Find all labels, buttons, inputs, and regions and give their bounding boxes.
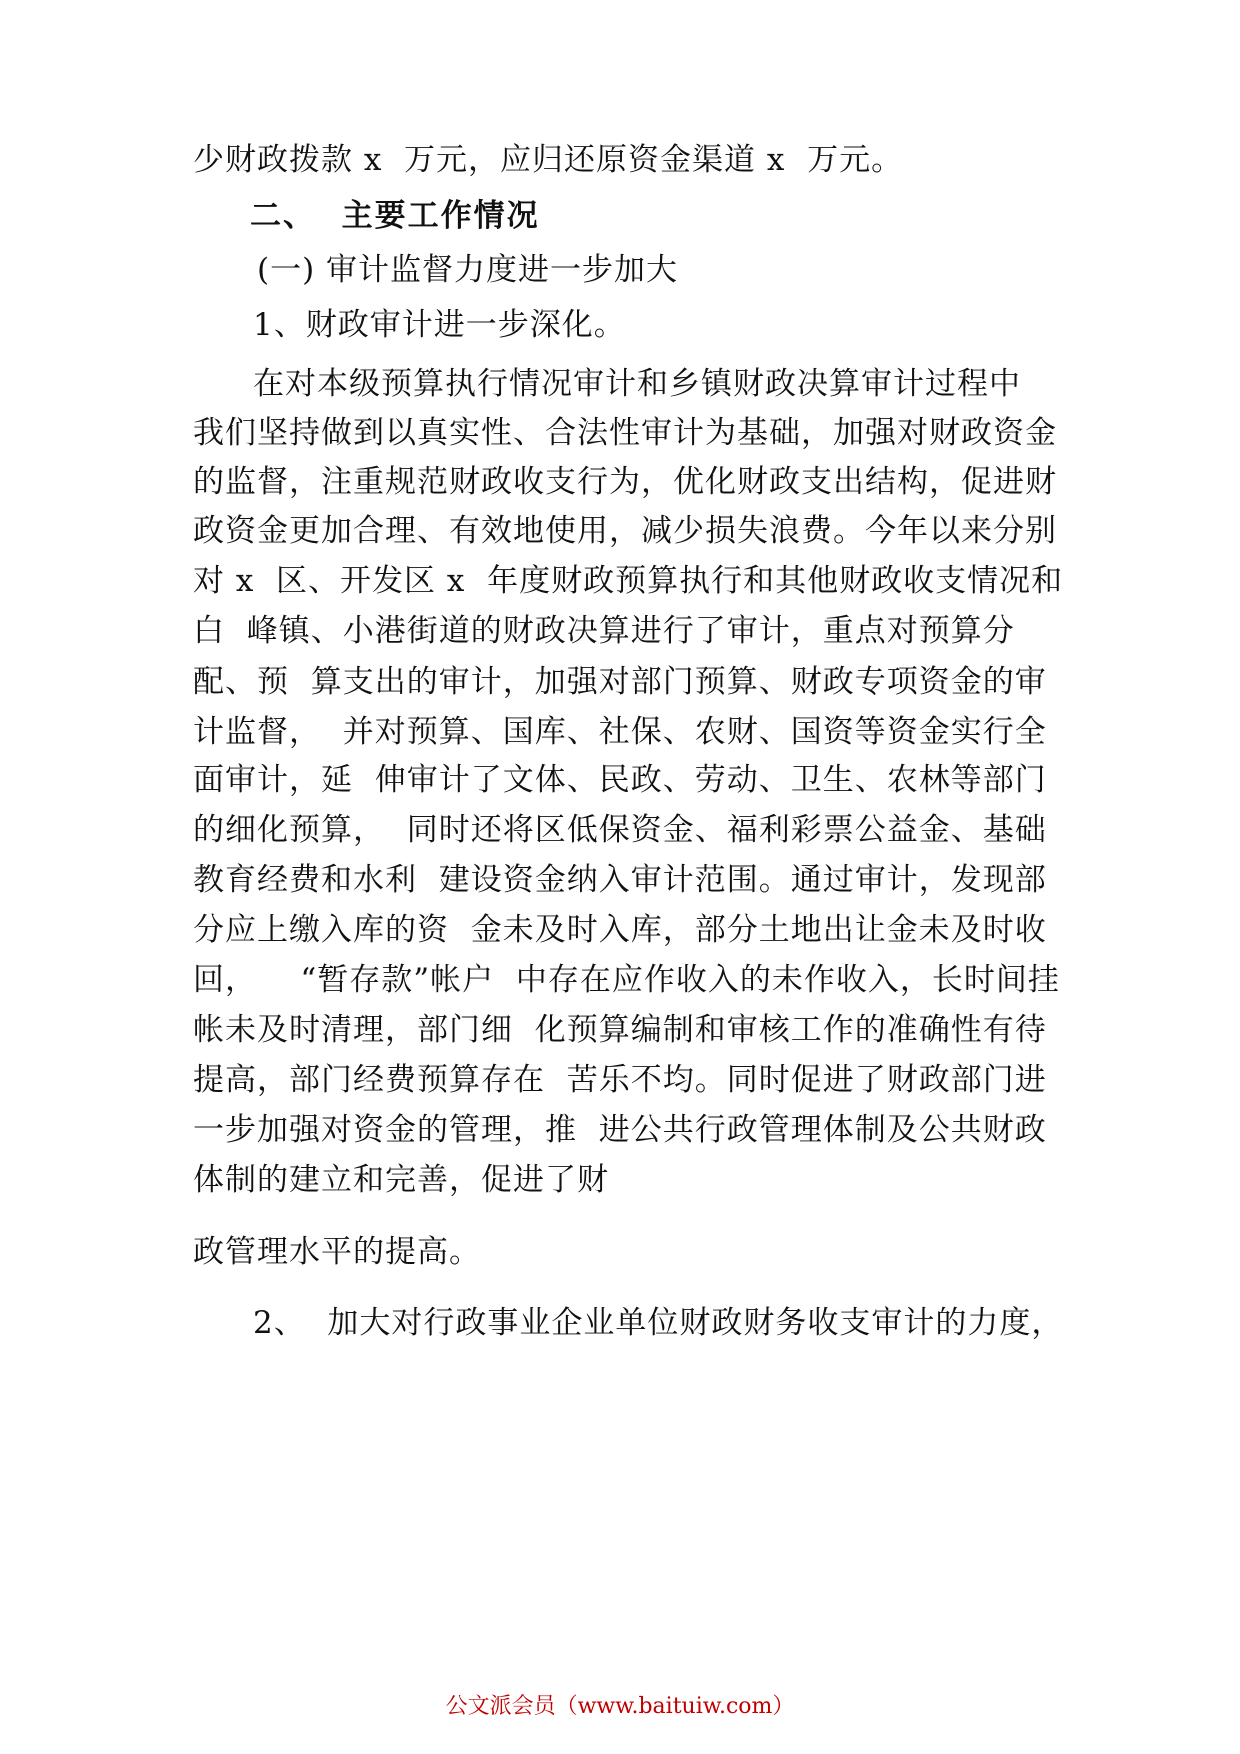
body-text-line: 教育经费和水利 建设资金纳入审计范围。通过审计，发现部 (193, 862, 1047, 898)
item-heading: 2、 加大对行政事业企业单位财政财务收支审计的力度， (253, 1305, 1064, 1341)
subsection-heading: (一) 审计监督力度进一步加大 (257, 252, 679, 288)
body-text-line: 帐未及时清理，部门细 化预算编制和审核工作的准确性有待 (193, 1012, 1047, 1048)
body-text-line: 体制的建立和完善，促进了财 (193, 1162, 609, 1198)
body-text-line: 计监督， 并对预算、国库、社保、农财、国资等资金实行全 (193, 714, 1047, 750)
body-text-line: 提高，部门经费预算存在 苦乐不均。同时促进了财政部门进 (193, 1062, 1047, 1098)
body-text-line: 白 峰镇、小港街道的财政决算进行了审计，重点对预算分 (193, 613, 1015, 649)
body-text-line: 配、预 算支出的审计，加强对部门预算、财政专项资金的审 (193, 664, 1047, 700)
body-text-line: 政资金更加合理、有效地使用，减少损失浪费。今年以来分别 (193, 513, 1057, 549)
section-heading: 二、 主要工作情况 (250, 198, 540, 234)
item-heading: 1、财政审计进一步深化。 (253, 307, 626, 343)
body-text-line: 在对本级预算执行情况审计和乡镇财政决算审计过程中 (253, 366, 1021, 402)
body-text-line: 对 x 区、开发区 x 年度财政预算执行和其他财政收支情况和 (193, 563, 1064, 599)
body-text-line: 回， “暂存款”帐户 中存在应作收入的未作收入，长时间挂 (193, 962, 1060, 998)
footer-watermark: 公文派会员（www.baituiw.com） (445, 1694, 795, 1719)
body-text-line: 政管理水平的提高。 (193, 1234, 481, 1270)
body-text-line: 少财政拨款 x 万元，应归还原资金渠道 x 万元。 (193, 142, 904, 178)
body-text-line: 的细化预算， 同时还将区低保资金、福利彩票公益金、基础 (193, 812, 1047, 848)
body-text-line: 我们坚持做到以真实性、合法性审计为基础，加强对财政资金 (193, 415, 1057, 451)
body-text-line: 面审计，延 伸审计了文体、民政、劳动、卫生、农林等部门 (193, 762, 1047, 798)
body-text-line: 的监督，注重规范财政收支行为，优化财政支出结构，促进财 (193, 464, 1057, 500)
body-text-line: 分应上缴入库的资 金未及时入库，部分土地出让金未及时收 (193, 912, 1047, 948)
body-text-line: 一步加强对资金的管理，推 进公共行政管理体制及公共财政 (193, 1112, 1047, 1148)
